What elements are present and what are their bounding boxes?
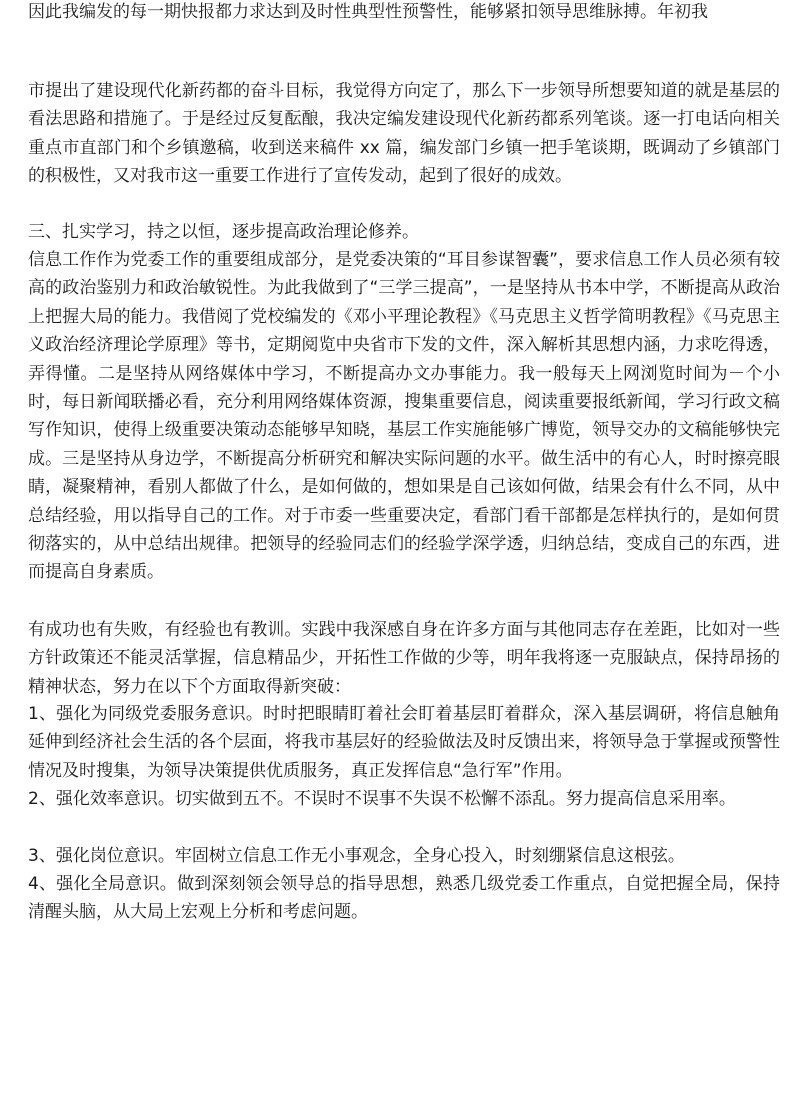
paragraph-new-medicine-capital: 市提出了建设现代化新药都的奋斗目标，我觉得方向定了，那么下一步领导所想要知道的就是基层的看法思路和措施了。于是经过反复酝酿，我决定编发建设现代化新药都系列笔谈。逐一打电话向相关重点市直部门和个乡镇邀稿，收到送来稿件 xx 篇，编发部门乡镇一把手笔谈期，既调动了乡镇部门的积极性，又对我市这一重要工作进行了宣传发动，起到了很好的成效。 (28, 81, 780, 187)
paragraph-top-line: 因此我编发的每一期快报都力求达到及时性典型性预警性，能够紧扣领导思维脉搏。年初我 (28, 2, 708, 22)
list-item-2: 2、强化效率意识。切实做到五不。不误时不误事不失误不松懈不添乱。努力提高信息采用率。 (28, 789, 736, 809)
paragraph-three-learnings: 信息工作作为党委工作的重要组成部分，是党委决策的“耳目参谋智囊”，要求信息工作人员必须有较高的政治鉴别力和政治敏锐性。为此我做到了“三学三提高”，一是坚持从书本中学，不断提高从政治上把握大局的能力。我借阅了党校编发的《邓小平理论教程》《马克思主义哲学简明教程》《马克思主义政治经济理论学原理》等书，定期阅览中央省市下发的文件，深入解析其思想内涵，力求吃得透，弄得懂。二是坚持从网络媒体中学习，不断提高办文办事能力。我一般每天上网浏览时间为－个小时，每日新闻联播必看，充分利用网络媒体资源，搜集重要信息，阅读重要报纸新闻，学习行政文稿写作知识，使得上级重要决策动态能够早知晓，基层工作实施能够广博览，领导交办的文稿能够快完成。三是坚持从身边学，不断提高分析研究和解决实际问题的水平。做生活中的有心人，时时擦亮眼睛，凝聚精神，看别人都做了什么，是如何做的，想如果是自己该如何做，结果会有什么不同，从中总结经验，用以指导自己的工作。对于市委一些重要决定，看部门看干部都是怎样执行的，是如何贯彻落实的，从中总结出规律。把领导的经验同志们的经验学深学透，归纳总结，变成自己的东西，进而提高自身素质。 (28, 250, 780, 583)
list-item-3: 3、强化岗位意识。牢固树立信息工作无小事观念，全身心投入，时刻绷紧信息这根弦。 (28, 846, 685, 866)
list-item-1: 1、强化为同级党委服务意识。时时把眼睛盯着社会盯着基层盯着群众，深入基层调研，将信息触角延伸到经济社会生活的各个层面，将我市基层好的经验做法及时反馈出来，将领导急于掌握或预警性情况及时搜集，为领导决策提供优质服务，真正发挥信息“急行军”作用。 (28, 704, 780, 781)
section-heading-study: 三、扎实学习，持之以恒，逐步提高政治理论修养。 (28, 222, 419, 242)
list-item-4: 4、强化全局意识。做到深刻领会领导总的指导思想，熟悉几级党委工作重点，自觉把握全局，保持清醒头脑，从大局上宏观上分析和考虑问题。 (28, 874, 780, 923)
paragraph-shortcomings: 有成功也有失败，有经验也有教训。实践中我深感自身在许多方面与其他同志存在差距，比如对一些方针政策还不能灵活掌握，信息精品少，开拓性工作做的少等，明年我将逐一克服缺点，保持昂扬的精神状态，努力在以下个方面取得新突破： (28, 620, 780, 697)
